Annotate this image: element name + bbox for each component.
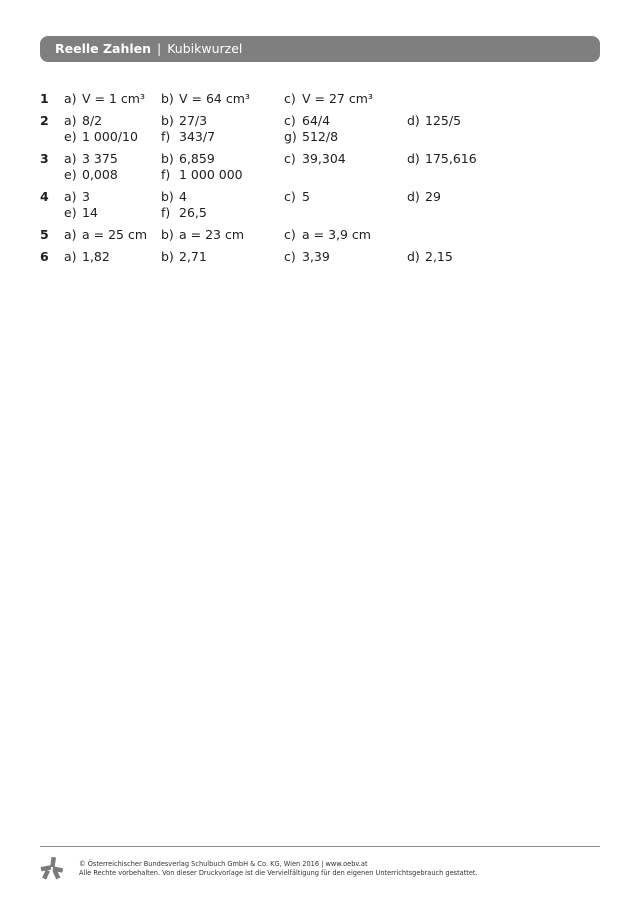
answer-item <box>284 113 330 129</box>
answer-label: b) <box>161 91 174 106</box>
header-title: Reelle Zahlen <box>55 41 152 56</box>
answer-item <box>64 249 110 265</box>
task-2 <box>0 113 640 145</box>
answer-value: 29 <box>425 189 441 204</box>
answer-value: a = 25 cm <box>82 227 148 242</box>
answer-value: 3 <box>82 189 90 204</box>
header-bar <box>40 36 600 62</box>
answer-item <box>161 227 244 243</box>
answer-value: 3,39 <box>302 249 330 264</box>
answer-label: a) <box>64 151 77 166</box>
answer-label: c) <box>284 189 296 204</box>
footer-copyright <box>79 860 478 878</box>
answer-label: d) <box>407 189 420 204</box>
answer-item <box>284 129 338 145</box>
answer-value: 64/4 <box>302 113 331 128</box>
answer-row <box>0 151 640 167</box>
answer-value: 2,71 <box>179 249 207 264</box>
answer-value: 0,008 <box>82 167 118 182</box>
answer-label: f) <box>161 167 171 182</box>
answer-label: e) <box>64 129 77 144</box>
answer-label: b) <box>161 249 174 264</box>
answer-label: b) <box>161 113 174 128</box>
footer-line-1: © Österreichischer Bundesverlag Schulbuch GmbH & Co. KG, Wien 2016 | www.oebv.at <box>79 860 368 868</box>
answer-label: f) <box>161 129 171 144</box>
answer-value: V = 64 cm³ <box>179 91 250 106</box>
answer-item <box>161 189 187 205</box>
answer-value: 14 <box>82 205 98 220</box>
answer-value: 512/8 <box>302 129 339 144</box>
task-number: 6 <box>40 249 49 264</box>
answer-value: 1,82 <box>82 249 110 264</box>
answer-label: e) <box>64 167 77 182</box>
answer-item <box>161 249 207 265</box>
answer-label: a) <box>64 113 77 128</box>
answer-label: f) <box>161 205 171 220</box>
answer-item <box>407 249 453 265</box>
answer-label: g) <box>284 129 297 144</box>
answer-value: 5 <box>302 189 310 204</box>
answer-row <box>0 113 640 129</box>
answer-value: 2,15 <box>425 249 453 264</box>
answer-item <box>284 189 310 205</box>
answer-label: b) <box>161 151 174 166</box>
task-1 <box>0 91 640 107</box>
answer-row <box>0 189 640 205</box>
answer-item <box>284 227 371 243</box>
answer-item <box>161 167 243 183</box>
answer-item <box>407 113 461 129</box>
header-subtitle: Kubikwurzel <box>167 41 243 56</box>
answer-value: 39,304 <box>302 151 346 166</box>
answer-row <box>0 205 640 221</box>
answer-label: d) <box>407 249 420 264</box>
answer-value: V = 27 cm³ <box>302 91 373 106</box>
task-number: 3 <box>40 151 49 166</box>
answer-label: c) <box>284 91 296 106</box>
answer-label: e) <box>64 205 77 220</box>
answer-item <box>407 151 477 167</box>
oebv-star-logo-icon <box>40 856 64 880</box>
answer-value: 175,616 <box>425 151 477 166</box>
answer-item <box>284 91 373 107</box>
answer-row <box>0 129 640 145</box>
answer-item <box>161 151 215 167</box>
answer-value: 26,5 <box>179 205 207 220</box>
header-separator: | <box>157 41 162 56</box>
answer-row <box>0 167 640 183</box>
answer-value: 125/5 <box>425 113 462 128</box>
answer-value: 3 375 <box>82 151 118 166</box>
answer-value: 1 000 000 <box>179 167 243 182</box>
answer-row <box>0 249 640 265</box>
answer-item <box>64 113 102 129</box>
answer-value: 8/2 <box>82 113 103 128</box>
answer-item <box>161 91 250 107</box>
answer-value: 27/3 <box>179 113 208 128</box>
task-4 <box>0 189 640 221</box>
answer-value: a = 23 cm <box>179 227 245 242</box>
answer-value: 1 000/10 <box>82 129 138 144</box>
answer-item <box>161 205 207 221</box>
answer-label: c) <box>284 151 296 166</box>
answer-row <box>0 91 640 107</box>
answer-item <box>161 113 207 129</box>
task-3 <box>0 151 640 183</box>
answer-label: a) <box>64 189 77 204</box>
answer-item <box>161 129 215 145</box>
answer-item <box>64 91 145 107</box>
answer-value: 343/7 <box>179 129 216 144</box>
answer-item <box>64 205 98 221</box>
answer-label: c) <box>284 227 296 242</box>
answer-item <box>407 189 441 205</box>
answer-label: c) <box>284 249 296 264</box>
answer-label: b) <box>161 189 174 204</box>
task-number: 5 <box>40 227 49 242</box>
task-5 <box>0 227 640 243</box>
answer-item <box>284 151 346 167</box>
footer-line-2: Alle Rechte vorbehalten. Von dieser Druckvorlage ist die Vervielfältigung für den eigenen Unterrichtsgebrauch gestattet. <box>79 869 478 877</box>
answer-item <box>64 167 118 183</box>
answer-label: c) <box>284 113 296 128</box>
answer-value: a = 3,9 cm <box>302 227 371 242</box>
answer-label: a) <box>64 227 77 242</box>
answer-label: b) <box>161 227 174 242</box>
answer-item <box>64 129 138 145</box>
answer-list <box>0 91 640 271</box>
answer-value: 6,859 <box>179 151 215 166</box>
answer-label: d) <box>407 113 420 128</box>
answer-label: d) <box>407 151 420 166</box>
task-number: 4 <box>40 189 49 204</box>
answer-label: a) <box>64 91 77 106</box>
footer-divider <box>40 846 600 847</box>
task-number: 1 <box>40 91 49 106</box>
answer-item <box>64 151 118 167</box>
task-number: 2 <box>40 113 49 128</box>
answer-item <box>64 189 90 205</box>
answer-item <box>64 227 147 243</box>
answer-value: V = 1 cm³ <box>82 91 145 106</box>
answer-row <box>0 227 640 243</box>
task-6 <box>0 249 640 265</box>
answer-label: a) <box>64 249 77 264</box>
answer-value: 4 <box>179 189 187 204</box>
answer-item <box>284 249 330 265</box>
